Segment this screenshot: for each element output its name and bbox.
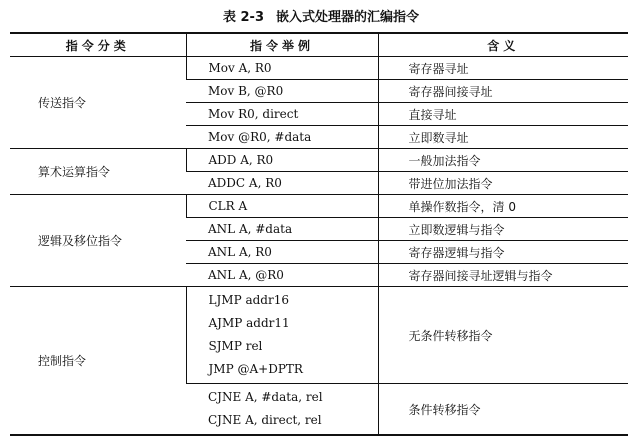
table-row xyxy=(10,287,628,384)
category-cell: 控制指令 xyxy=(10,287,186,436)
instruction-cell: Mov A, R0 xyxy=(186,57,378,80)
instruction-line: SJMP rel xyxy=(208,339,263,353)
instruction-line: JMP @A+DPTR xyxy=(208,362,303,376)
instruction-cell: Mov B, @R0 xyxy=(186,80,378,103)
instruction-cell xyxy=(186,384,378,436)
instruction-cell: ADDC A, R0 xyxy=(186,172,378,195)
instruction-table xyxy=(10,32,628,436)
meaning-cell: 寄存器间接寻址逻辑与指令 xyxy=(378,264,628,287)
meaning-cell: 寄存器间接寻址 xyxy=(378,80,628,103)
meaning-cell: 带进位加法指令 xyxy=(378,172,628,195)
meaning-cell: 单操作数指令，清 0 xyxy=(378,195,628,218)
header-row xyxy=(10,33,628,57)
instruction-cell xyxy=(186,287,378,384)
instruction-line: CJNE A, #data, rel xyxy=(208,390,323,404)
instruction-cell: ANL A, #data xyxy=(186,218,378,241)
table-row xyxy=(10,195,628,218)
category-cell: 逻辑及移位指令 xyxy=(10,195,186,287)
category-cell: 算术运算指令 xyxy=(10,149,186,195)
instruction-cell: CLR A xyxy=(186,195,378,218)
header-category: 指令分类 xyxy=(10,33,186,57)
instruction-cell: ADD A, R0 xyxy=(186,149,378,172)
meaning-cell: 立即数寻址 xyxy=(378,126,628,149)
header-example: 指令举例 xyxy=(186,33,378,57)
table-number: 表 2-3 xyxy=(222,10,264,25)
instruction-line: LJMP addr16 xyxy=(208,293,289,307)
meaning-cell: 直接寻址 xyxy=(378,103,628,126)
meaning-cell: 一般加法指令 xyxy=(378,149,628,172)
meaning-cell: 立即数逻辑与指令 xyxy=(378,218,628,241)
instruction-cell: Mov @R0, #data xyxy=(186,126,378,149)
instruction-cell: ANL A, @R0 xyxy=(186,264,378,287)
table-row xyxy=(10,57,628,80)
meaning-cell: 寄存器寻址 xyxy=(378,57,628,80)
instruction-cell: Mov R0, direct xyxy=(186,103,378,126)
meaning-cell: 无条件转移指令 xyxy=(378,287,628,384)
meaning-cell: 寄存器逻辑与指令 xyxy=(378,241,628,264)
table-caption xyxy=(0,6,642,25)
header-meaning: 含义 xyxy=(378,33,628,57)
instruction-cell: ANL A, R0 xyxy=(186,241,378,264)
meaning-cell: 条件转移指令 xyxy=(378,384,628,436)
table-title: 嵌入式处理器的汇编指令 xyxy=(276,10,420,25)
instruction-line: AJMP addr11 xyxy=(208,316,290,330)
category-cell: 传送指令 xyxy=(10,57,186,149)
instruction-line: CJNE A, direct, rel xyxy=(208,413,322,427)
table-row xyxy=(10,149,628,172)
